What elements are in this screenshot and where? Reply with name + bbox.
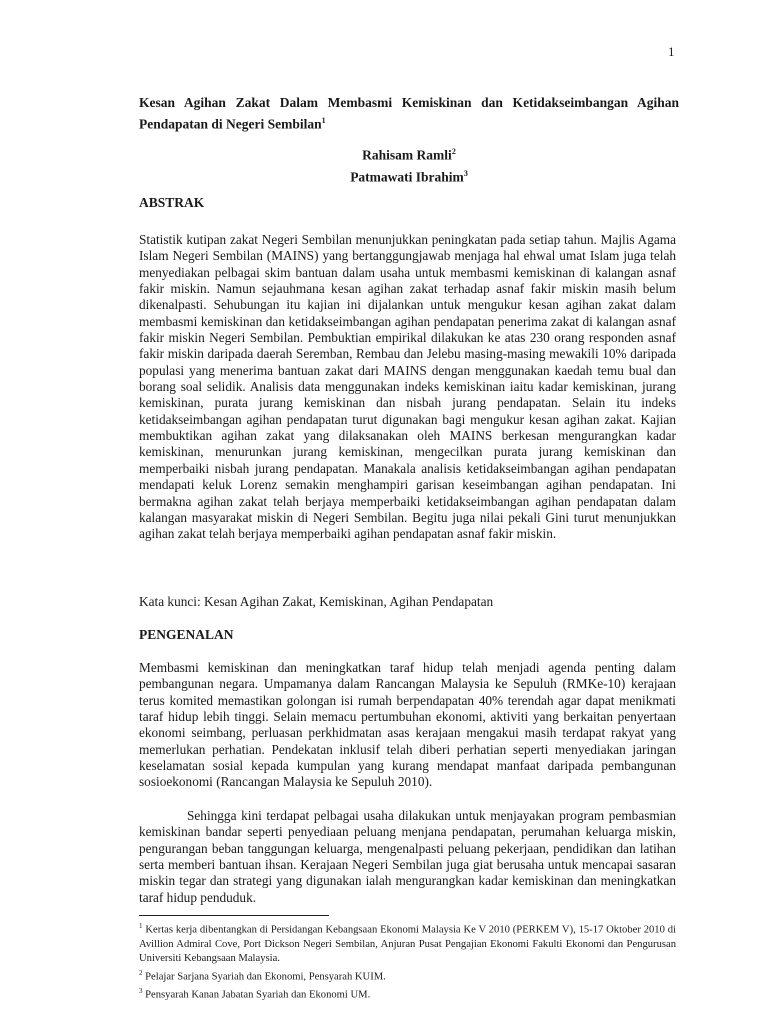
footnote-2-marker: 2: [139, 968, 143, 977]
keywords-line: Kata kunci: Kesan Agihan Zakat, Kemiskinan, Agihan Pendapatan: [139, 594, 494, 609]
author-1: [139, 143, 679, 165]
abstract-paragraph: Statistik kutipan zakat Negeri Sembilan menunjukkan peningkatan pada setiap tahun. Majlis Agama Islam Negeri Sembilan (MAINS) yang bertanggungjawab menjaga hal ehwal umat Islam juga telah menyediakan pelbagai skim bantuan dalam usaha untuk membasmi kemiskinan di kalangan asnaf fakir miskin. Namun sejauhmana kesan agihan zakat terhadap asnaf fakir miskin masih belum dikenalpasti. Sehubungan itu kajian ini dijalankan untuk mengukur kesan agihan zakat dalam membasmi kemiskinan dan ketidakseimbangan agihan pendapatan penerima zakat di kalangan asnaf fakir miskin Negeri Sembilan. Pembuktian empirikal dilakukan ke atas 230 orang responden asnaf fakir miskin daripada daerah Seremban, Rembau dan Jelebu masing-masing mewakili 10% daripada populasi yang menerima bantuan zakat dari MAINS dengan menggunakan kaedah temu bual dan borang soal selidik. Analisis data menggunakan indeks kemiskinan iaitu kadar kemiskinan, jurang kemiskinan, purata jurang kemiskinan dan nisbah jurang pendapatan. Selain itu indeks ketidakseimbangan agihan pendapatan turut digunakan bagi mengukur kesan agihan zakat. Kajian membuktikan agihan zakat yang dilaksanakan oleh MAINS berkesan mengurangkan kadar kemiskinan, menurunkan jurang kemiskinan, mengecilkan purata jurang kemiskinan dan memperbaiki nisbah jurang pendapatan. Manakala analisis ketidakseimbangan agihan pendapatan mendapati keluk Lorenz semakin menghampiri garisan keseimbangan agihan pendapatan. Ini bermakna agihan zakat telah berjaya memperbaiki ketidakseimbangan agihan pendapatan dalam kalangan masyarakat miskin di Negeri Sembilan. Begitu juga nilai pekali Gini turut menunjukkan agihan zakat telah berjaya memperbaiki agihan pendapatan asnaf fakir miskin.: [139, 232, 676, 542]
footnote-1-text: Kertas kerja dibentangkan di Persidangan Kebangsaan Ekonomi Malaysia Ke V 2010 (PERKEM V), 15-17 Oktober 2010 di Avillion Admiral Cove, Port Dickson Negeri Sembilan, Anjuran Pusat Pengajian Ekonomi Fakulti Ekonomi dan Pengurusan Universiti Kebangsaan Malaysia.: [139, 924, 676, 964]
author-list: [139, 143, 679, 186]
author-1-name: Rahisam Ramli: [362, 147, 452, 163]
footnote-3: [139, 984, 676, 1003]
footnote-3-text: Pensyarah Kanan Jabatan Syariah dan Ekonomi UM.: [145, 989, 371, 1001]
footnote-2-text: Pelajar Sarjana Syariah dan Ekonomi, Pensyarah KUIM.: [145, 971, 386, 983]
author-2: [139, 165, 679, 187]
abstract-heading: ABSTRAK: [139, 195, 205, 210]
author-1-footnote-ref: 2: [451, 147, 456, 156]
paper-title: [139, 94, 679, 134]
introduction-paragraph-2: Sehingga kini terdapat pelbagai usaha dilakukan untuk menjayakan program pembasmian kemiskinan bandar seperti penyediaan peluang menjana pendapatan, perumahan keluarga miskin, pengurangan beban tanggungan keluarga, mengenalpasti peluang pekerjaan, pendidikan dan latihan serta memberi bantuan ihsan. Kerajaan Negeri Sembilan juga giat berusaha untuk mencapai sasaran miskin tegar dan strategi yang digunakan ialah mengurangkan kadar kemiskinan dan meningkatkan taraf hidup penduduk.: [139, 808, 676, 905]
footnote-2: [139, 966, 676, 985]
footnotes: [139, 919, 676, 1003]
author-2-name: Patmawati Ibrahim: [350, 169, 464, 184]
paper-title-text: Kesan Agihan Zakat Dalam Membasmi Kemiskinan dan Ketidakseimbangan Agihan Pendapatan di Negeri Sembilan: [139, 95, 679, 132]
page-number: 1: [668, 44, 675, 59]
footnote-1-marker: 1: [139, 922, 143, 930]
footnote-1: [139, 919, 676, 966]
footnote-divider: [139, 915, 329, 916]
introduction-paragraph-1: Membasmi kemiskinan dan meningkatkan taraf hidup telah menjadi agenda penting dalam pembangunan negara. Umpamanya dalam Rancangan Malaysia ke Sepuluh (RMKe-10) kerajaan terus komited memastikan golongan isi rumah berpendapatan 40% terendah agar dapat menikmati taraf hidup lebih tinggi. Selain memacu pertumbuhan ekonomi, aktiviti yang berkaitan penyertaan ekonomi seimbang, perluasan perkhidmatan asas kerajaan mengakui masih terdapat rakyat yang memerlukan perhatian. Pendekatan inklusif telah diberi perhatian seperti menyediakan jaringan keselamatan sosial kepada kumpulan yang kurang mendapat manfaat daripada pembangunan sosioekonomi (Rancangan Malaysia ke Sepuluh 2010).: [139, 660, 676, 790]
author-2-footnote-ref: 3: [463, 168, 468, 178]
title-footnote-ref: 1: [321, 116, 326, 125]
introduction-heading: PENGENALAN: [139, 627, 234, 642]
footnote-3-marker: 3: [139, 987, 143, 996]
